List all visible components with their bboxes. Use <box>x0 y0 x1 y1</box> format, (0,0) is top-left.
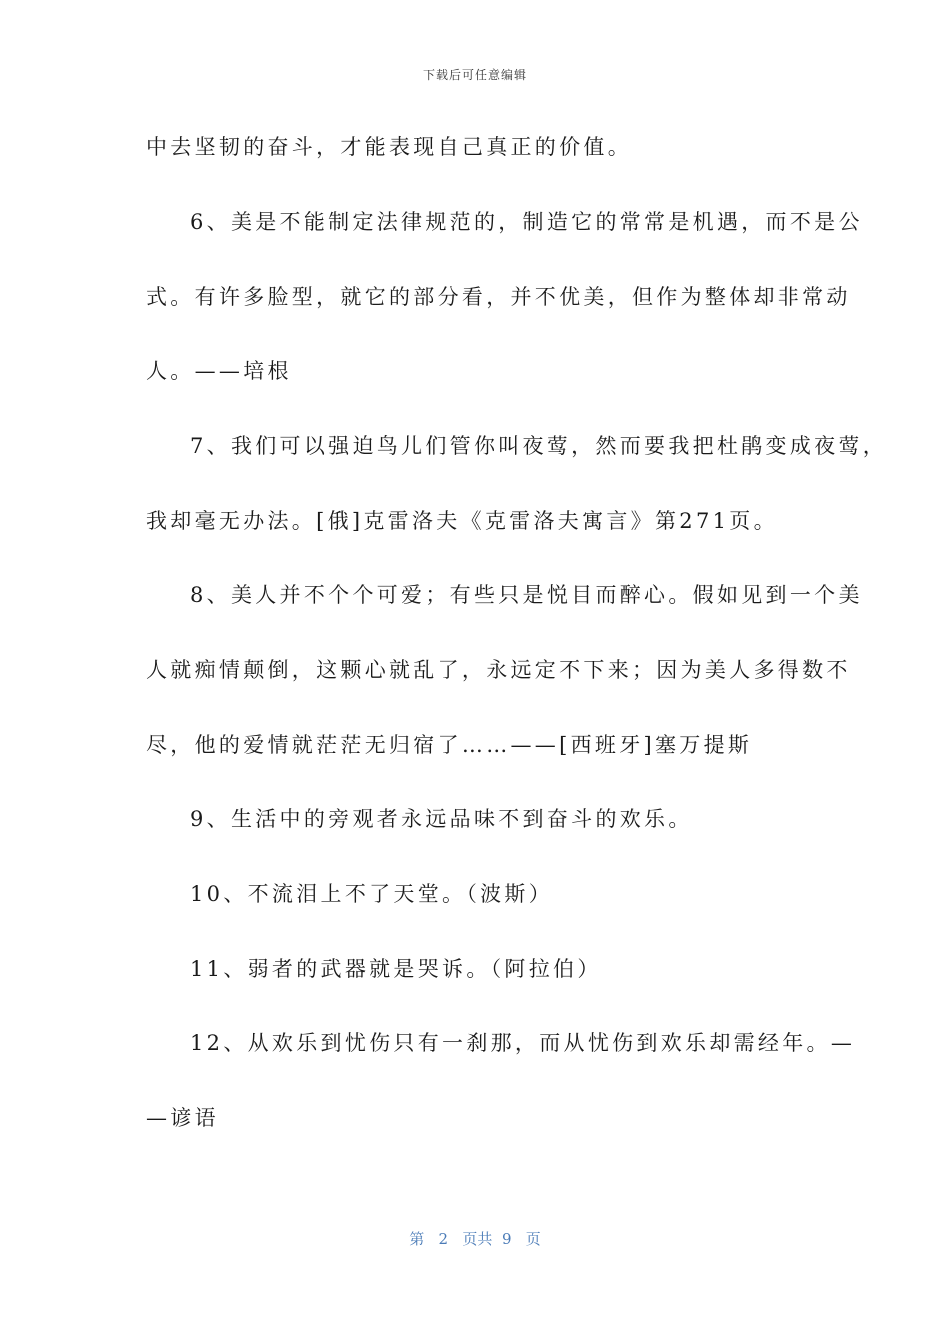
paragraph-line: 中去坚韧的奋斗，才能表现自己真正的价值。 <box>146 135 632 159</box>
page-total: 9 <box>501 1230 512 1248</box>
paragraph-line: 6、美是不能制定法律规范的，制造它的常常是机遇，而不是公 <box>190 210 863 234</box>
page-suffix: 页 <box>525 1230 541 1248</box>
page-header-note: 下载后可任意编辑 <box>422 68 527 82</box>
paragraph-line: 9、生活中的旁观者永远品味不到奋斗的欢乐。 <box>190 807 693 831</box>
paragraph-line: 10、不流泪上不了天堂。（波斯） <box>190 882 554 906</box>
page-current: 2 <box>438 1230 449 1248</box>
paragraph-line: 8、美人并不个个可爱；有些只是悦目而醉心。假如见到一个美 <box>190 583 863 607</box>
paragraph-line: 式。有许多脸型，就它的部分看，并不优美，但作为整体却非常动 <box>146 285 851 309</box>
paragraph-line: 7、我们可以强迫鸟儿们管你叫夜莺，然而要我把杜鹃变成夜莺， <box>190 434 888 458</box>
paragraph-line: 11、弱者的武器就是哭诉。（阿拉伯） <box>190 957 602 981</box>
page-number-footer <box>0 1228 950 1249</box>
paragraph-line: —谚语 <box>146 1106 219 1130</box>
paragraph-line: 尽，他的爱情就茫茫无归宿了……——[西班牙]塞万提斯 <box>146 733 753 757</box>
paragraph-line: 人就痴情颠倒，这颗心就乱了，永远定不下来；因为美人多得数不 <box>146 658 851 682</box>
page-middle: 页共 <box>462 1230 493 1248</box>
page-prefix: 第 <box>409 1230 425 1248</box>
paragraph-line: 12、从欢乐到忧伤只有一刹那，而从忧伤到欢乐却需经年。— <box>190 1031 856 1055</box>
paragraph-line: 我却毫无办法。[俄]克雷洛夫《克雷洛夫寓言》第271页。 <box>146 509 778 533</box>
paragraph-line: 人。——培根 <box>146 359 292 383</box>
